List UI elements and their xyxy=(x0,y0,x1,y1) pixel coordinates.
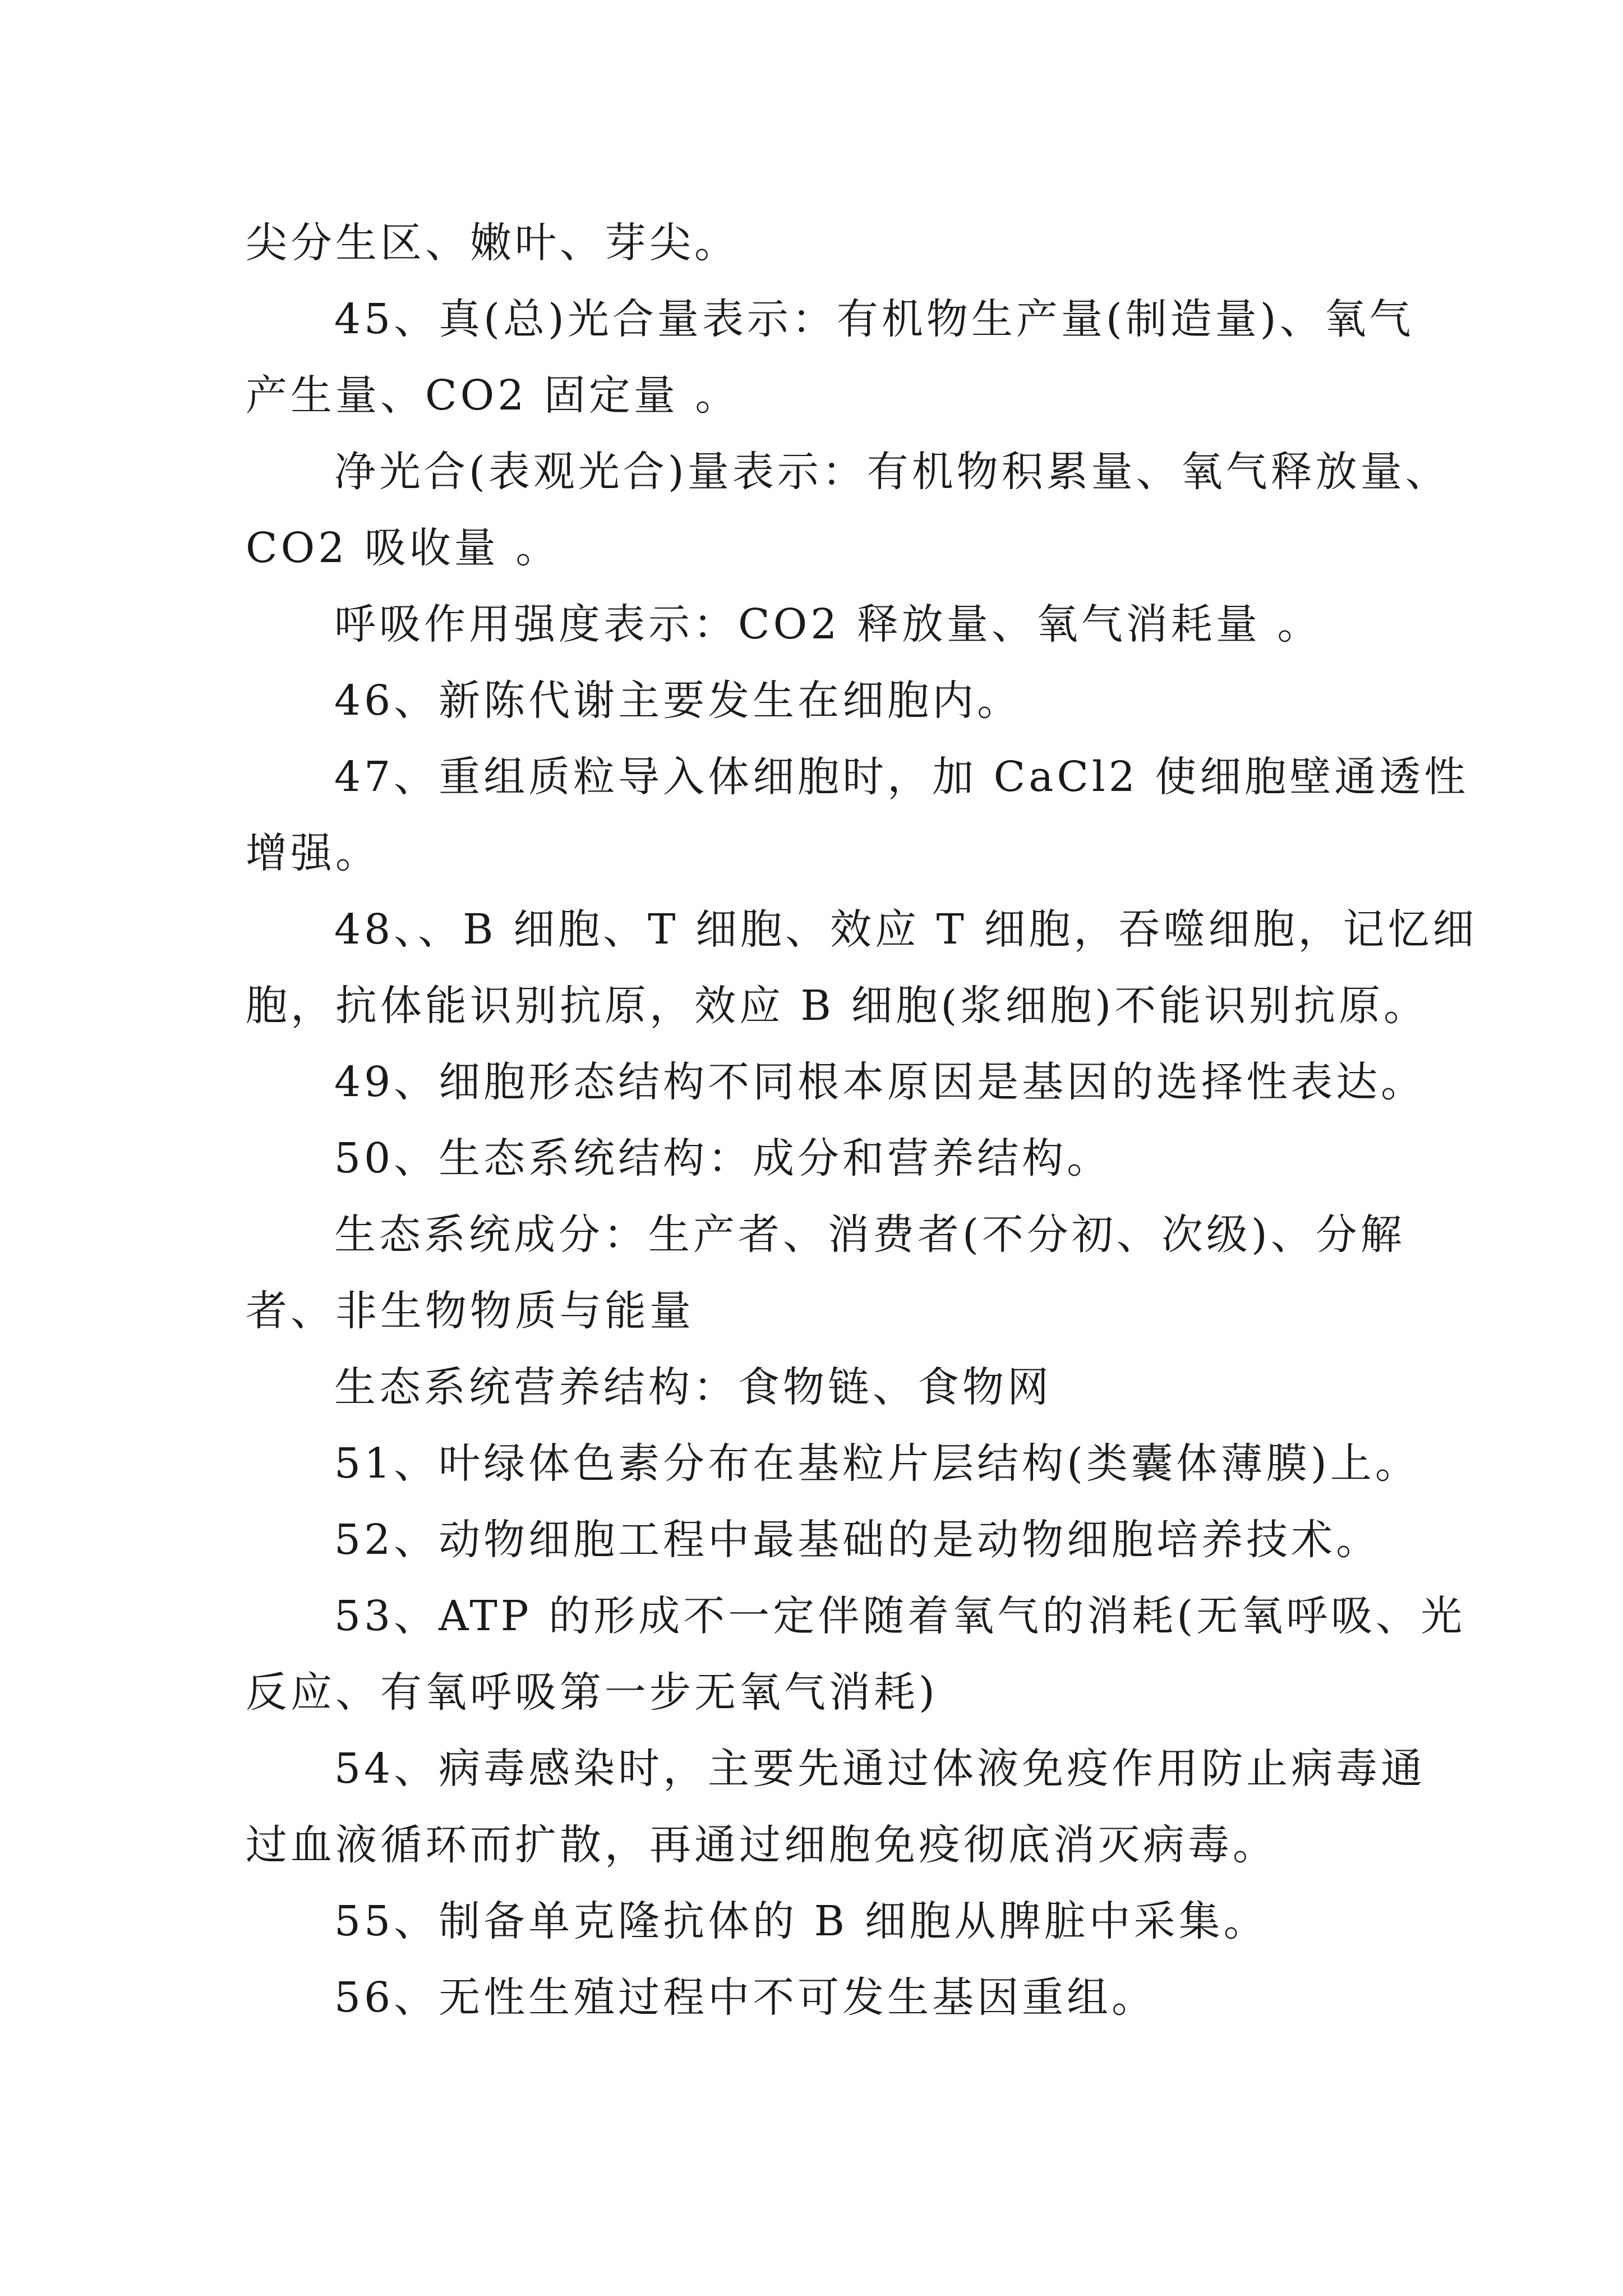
text-line-19: 53、ATP 的形成不一定伴随着氧气的消耗(无氧呼吸、光 xyxy=(334,1592,1466,1640)
text-line-17: 51、叶绿体色素分布在基粒片层结构(类囊体薄膜)上。 xyxy=(334,1439,1420,1488)
text-line-12: 49、细胞形态结构不同根本原因是基因的选择性表达。 xyxy=(334,1058,1426,1106)
text-line-07: 46、新陈代谢主要发生在细胞内。 xyxy=(334,677,1022,725)
text-line-18: 52、动物细胞工程中最基础的是动物细胞培养技术。 xyxy=(334,1516,1381,1564)
text-line-03: 产生量、CO2 固定量 。 xyxy=(246,371,740,420)
text-line-23: 55、制备单克隆抗体的 B 细胞从脾脏中采集。 xyxy=(334,1897,1269,1945)
text-line-15: 者、非生物物质与能量 xyxy=(246,1287,694,1335)
text-line-13: 50、生态系统结构：成分和营养结构。 xyxy=(334,1134,1112,1182)
text-line-16: 生态系统营养结构：食物链、食物网 xyxy=(334,1363,1052,1411)
text-line-08: 47、重组质粒导入体细胞时，加 CaCl2 使细胞壁通透性 xyxy=(334,753,1469,801)
text-line-02: 45、真(总)光合量表示：有机物生产量(制造量)、氧气 xyxy=(334,295,1414,343)
text-line-11: 胞，抗体能识别抗原，效应 B 细胞(浆细胞)不能识别抗原。 xyxy=(246,982,1429,1030)
text-line-10: 48、、B 细胞、T 细胞、效应 T 细胞，吞噬细胞，记忆细 xyxy=(334,905,1478,954)
text-line-24: 56、无性生殖过程中不可发生基因重组。 xyxy=(334,1973,1157,2022)
text-line-22: 过血液循环而扩散，再通过细胞免疫彻底消灭病毒。 xyxy=(246,1821,1278,1869)
text-line-21: 54、病毒感染时，主要先通过体液免疫作用防止病毒通 xyxy=(334,1745,1426,1793)
text-line-04: 净光合(表观光合)量表示：有机物积累量、氧气释放量、 xyxy=(334,448,1450,496)
text-line-01: 尖分生区、嫩叶、芽尖。 xyxy=(246,219,739,267)
text-line-14: 生态系统成分：生产者、消费者(不分初、次级)、分解 xyxy=(334,1211,1405,1259)
text-line-05: CO2 吸收量 。 xyxy=(246,524,561,572)
text-line-06: 呼吸作用强度表示：CO2 释放量、氧气消耗量 。 xyxy=(334,600,1322,648)
text-line-09: 增强。 xyxy=(246,829,380,877)
text-line-20: 反应、有氧呼吸第一步无氧气消耗) xyxy=(246,1668,938,1717)
